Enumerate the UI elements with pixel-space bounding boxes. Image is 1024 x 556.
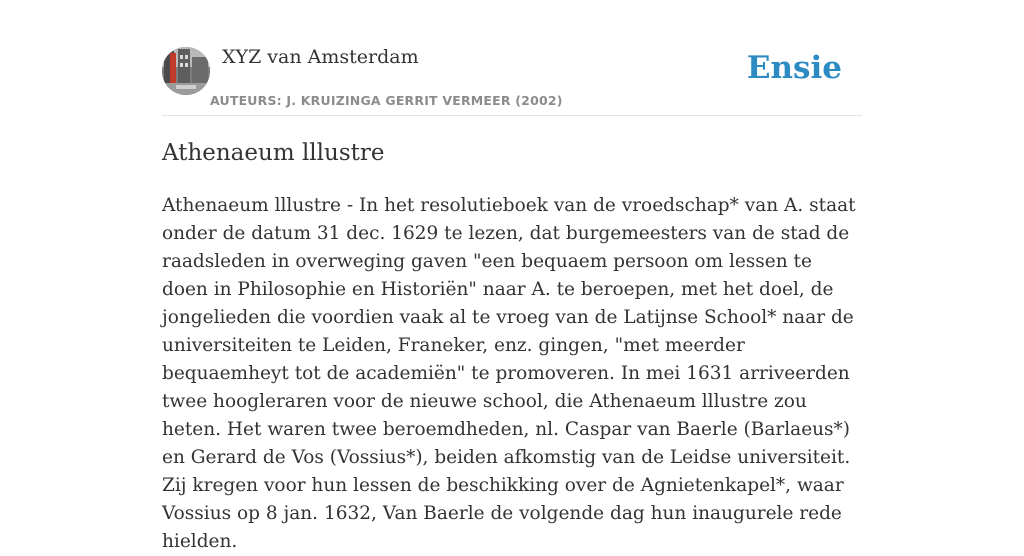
page-container (162, 0, 862, 552)
book-cover-icon (162, 47, 210, 95)
book-cover-avatar[interactable] (162, 47, 210, 95)
book-title[interactable]: XYZ van Amsterdam (222, 46, 419, 68)
entry-title: Athenaeum lllustre (162, 140, 385, 166)
authors-line: AUTEURS: J. KRUIZINGA GERRIT VERMEER (2002) (210, 93, 563, 108)
entry-body-text: Athenaeum lllustre - In het resolutieboek van de vroedschap* van A. staat onder de datum 31 dec. 1629 te lezen, dat burgemeesters van de stad de raadsleden in overweging gaven "een bequaem persoon om lessen te doen in Philosophie en Historiën" naar A. te beroepen, met het doel, de jongelieden die voordien vaak al te vroeg van de Latijnse School* naar de universiteiten te Leiden, Franeker, enz. gingen, "met meerder bequaemheyt tot de academiën" te promoveren. In mei 1631 arriveerden twee hoogleraren voor de nieuwe school, die Athenaeum lllustre zou heten. Het waren twee beroemdheden, nl. Caspar van Baerle (Barlaeus*) en Gerard de Vos (Vossius*), beiden afkomstig van de Leidse universiteit. Zij kregen voor hun lessen de beschikking over de Agnietenkapel*, waar Vossius op 8 jan. 1632, Van Baerle de volgende dag hun inaugurele rede hielden. (162, 195, 856, 552)
ensie-logo[interactable]: Ensie (746, 50, 842, 86)
book-header (162, 0, 862, 116)
